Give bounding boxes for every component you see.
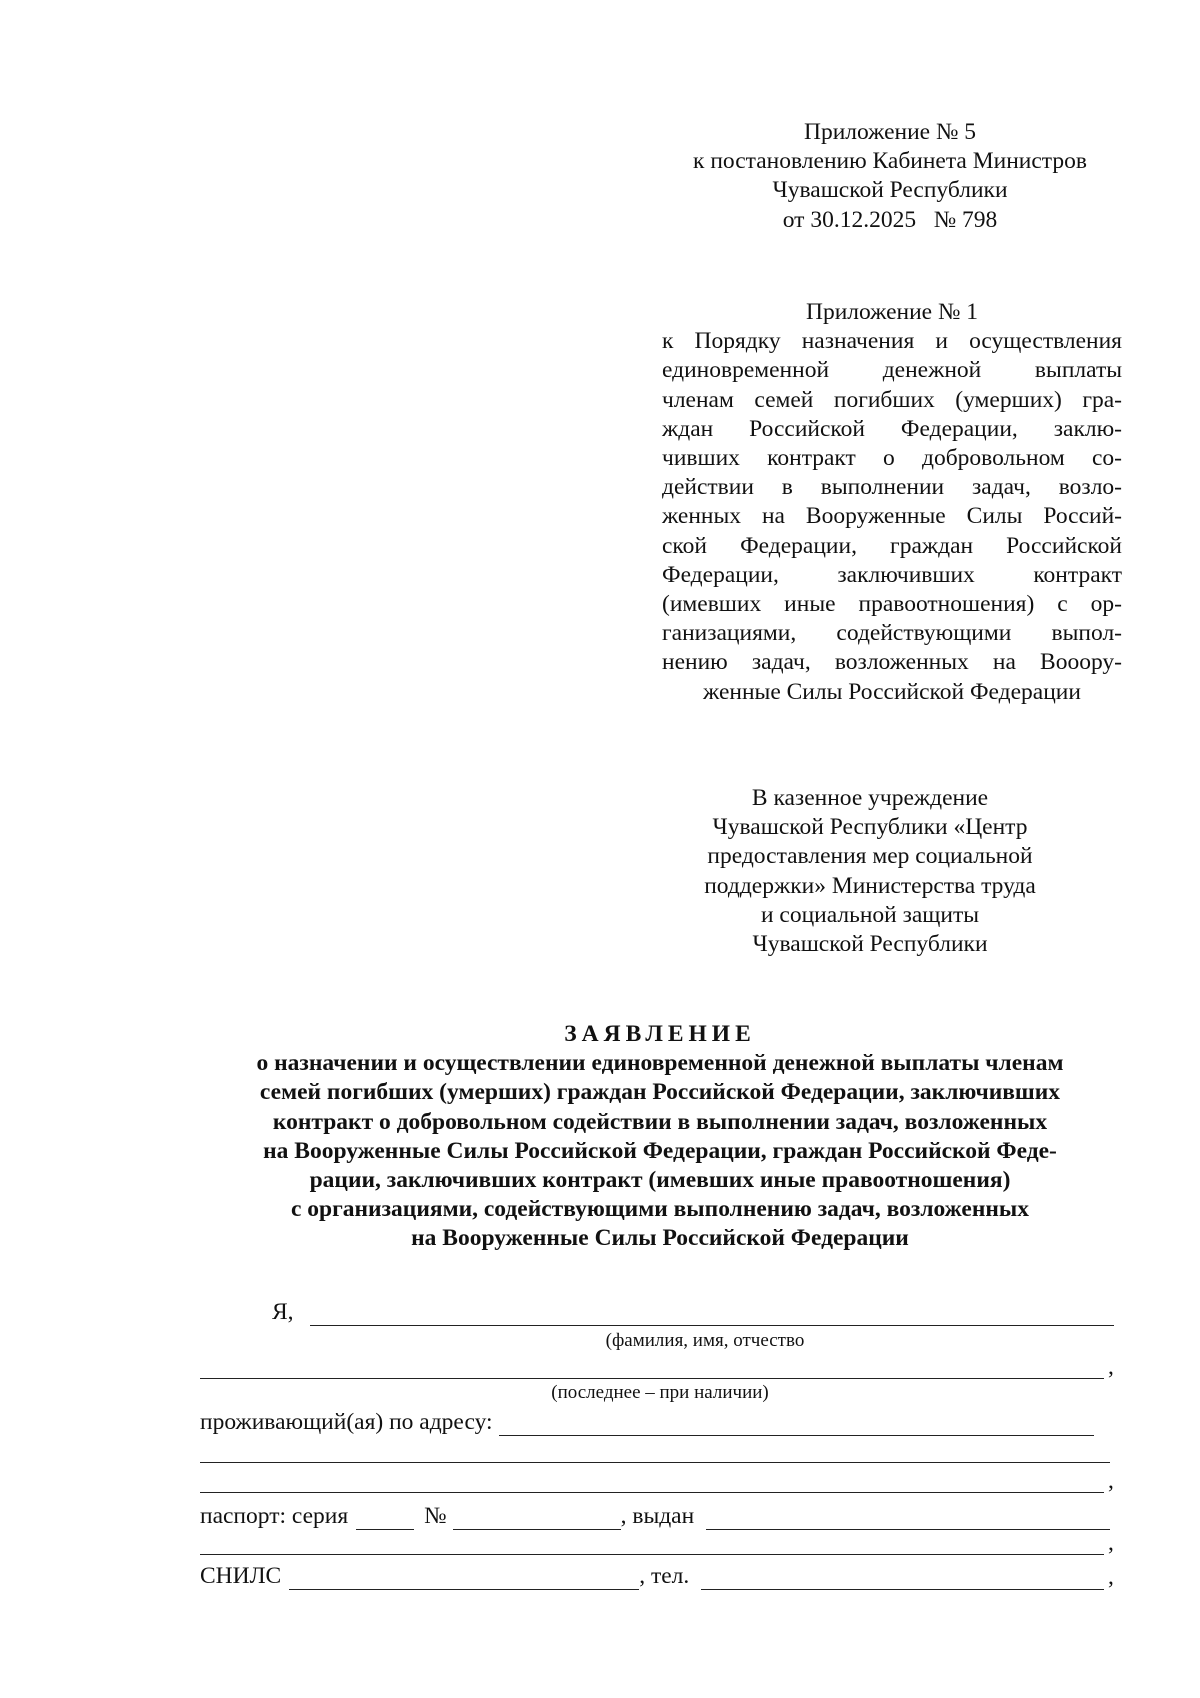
statement-subject-line: на Вооруженные Силы Российской Федерации (411, 1225, 909, 1252)
addressee-line: Чувашской Республики «Центр (712, 814, 1028, 841)
appendix-1-header (662, 298, 1122, 707)
appendix-1-line: ждан Российской Федерации, заклю- (662, 415, 1122, 442)
address-label: проживающий(ая) по адресу: (200, 1409, 493, 1435)
statement-subject-line: на Вооруженные Силы Российской Федерации, граждан Российской Феде- (263, 1137, 1057, 1164)
addressee-line: и социальной защиты (760, 901, 980, 928)
appendix-1-line: женные Силы Российской Федерации (703, 678, 1081, 705)
passport-issued-line-2[interactable] (200, 1532, 1104, 1555)
fio-continuation-field[interactable] (200, 1356, 1104, 1379)
snils-row (200, 1562, 1104, 1590)
statement-subject-line: семей погибших (умерших) граждан Российской Федерации, заключивших (259, 1079, 1061, 1106)
snils-field[interactable] (289, 1567, 639, 1590)
appendix-1-line: нению задач, возложенных на Вооору- (662, 649, 1122, 676)
appendix-1-line: действии в выполнении задач, возло- (662, 474, 1122, 501)
passport-row (200, 1502, 1110, 1530)
appendix-1-line: женных на Вооруженные Силы Россий- (662, 503, 1122, 530)
fio-comma: , (1108, 1354, 1114, 1380)
appendix-1-line: ганизациями, содействующими выпол- (662, 620, 1122, 647)
fio-row (272, 1298, 1114, 1326)
appendix-1-line: Федерации, заключивших контракт (662, 561, 1122, 588)
passport-number-label: № (424, 1503, 447, 1529)
appendix-5-resolution: к постановлению Кабинета Министров (693, 148, 1087, 175)
phone-field[interactable] (701, 1567, 1104, 1590)
addressee-line: предоставления мер социальной (707, 843, 1033, 870)
address-row (200, 1408, 1104, 1436)
i-label: Я, (272, 1299, 294, 1325)
appendix-1-line: ской Федерации, граждан Российской (662, 532, 1122, 559)
appendix-1-title: Приложение № 1 (805, 299, 979, 325)
addressee-block (660, 784, 1080, 959)
addressee-line: Чувашской Республики (752, 931, 988, 958)
address-line-3[interactable] (200, 1470, 1104, 1493)
passport-issued-label: , выдан (620, 1503, 695, 1529)
appendix-1-line: чивших контракт о добровольном со- (662, 445, 1122, 472)
statement-subject-line: с организациями, содействующими выполнению задач, возложенных (290, 1196, 1030, 1223)
address-field[interactable] (499, 1413, 1094, 1436)
fio-hint: (фамилия, имя, отчество (605, 1330, 805, 1351)
snils-label: СНИЛС (200, 1563, 282, 1589)
fio-hint-2: (последнее – при наличии) (551, 1382, 769, 1403)
appendix-1-line: (имевших иные правоотношения) с ор- (662, 591, 1122, 618)
statement-heading: ЗАЯВЛЕНИЕ (564, 1021, 756, 1047)
passport-series-label: паспорт: серия (200, 1503, 349, 1529)
address-comma: , (1108, 1468, 1114, 1494)
statement-subject-line: контракт о добровольном содействии в выполнении задач, возложенных (272, 1108, 1048, 1135)
appendix-5-title: Приложение № 5 (803, 119, 977, 145)
passport-issued-field[interactable] (706, 1507, 1110, 1530)
statement-subject-line: о назначении и осуществлении единовременной денежной выплаты членам (256, 1050, 1064, 1077)
appendix-1-line: единовременной денежной выплаты (662, 357, 1122, 384)
appendix-5-republic: Чувашской Республики (772, 177, 1008, 204)
snils-comma: , (1108, 1564, 1114, 1590)
appendix-5-header (660, 118, 1120, 235)
appendix-1-text (662, 327, 1122, 707)
passport-number-field[interactable] (453, 1507, 621, 1530)
appendix-5-date-number: от 30.12.2025 № 798 (782, 206, 998, 233)
statement-subject-line: рации, заключивших контракт (имевших иные правоотношения) (309, 1167, 1011, 1194)
appendix-1-line: членам семей погибших (умерших) гра- (662, 386, 1122, 413)
phone-label: , тел. (639, 1563, 690, 1589)
passport-comma: , (1108, 1530, 1114, 1556)
passport-series-field[interactable] (356, 1507, 414, 1530)
addressee-line: В казенное учреждение (751, 785, 989, 811)
statement-title-block (190, 1020, 1130, 1254)
appendix-1-line: к Порядку назначения и осуществления (662, 328, 1122, 355)
addressee-line: поддержки» Министерства труда (704, 872, 1036, 899)
fio-field[interactable] (310, 1303, 1114, 1326)
address-line-2[interactable] (200, 1440, 1110, 1463)
